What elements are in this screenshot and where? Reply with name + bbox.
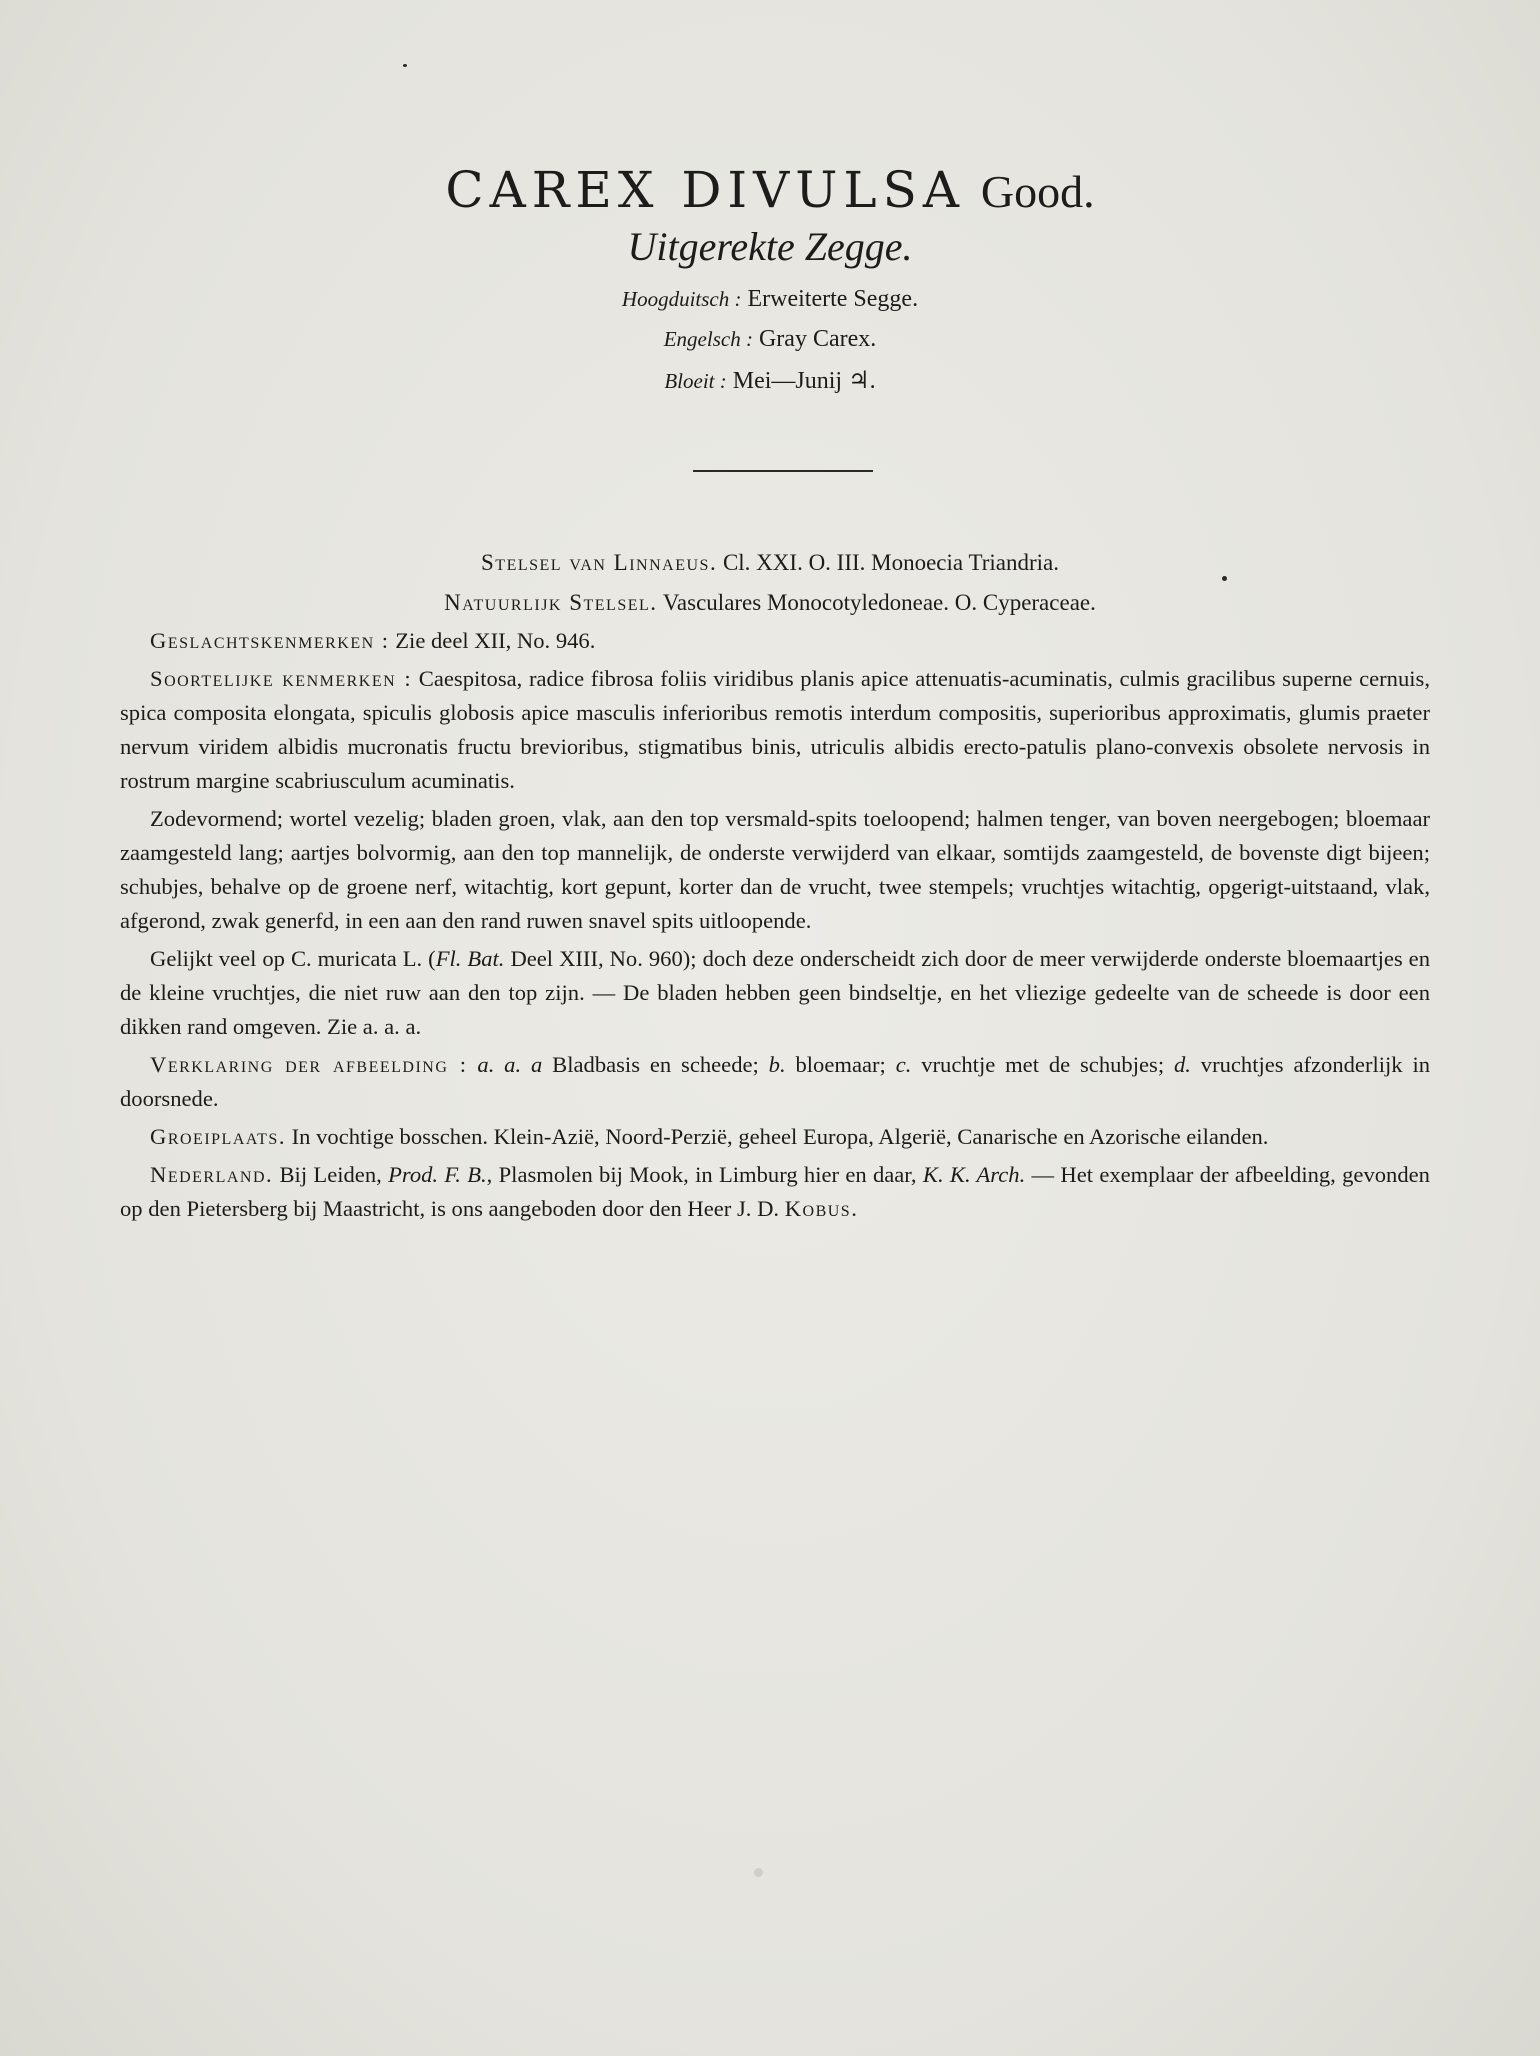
explanation-d: vruchtjes afzonderlijk in doorsnede. [120, 1052, 1431, 1111]
comparison-text-b: Deel XIII, No. 960); doch deze onderscheidt zich door de meer verwijderde onderste bloemaartjes en de kleine vruchtjes, die niet ruw aan den top zijn. — De bladen hebben geen bindseltje, en het vliezige gedeelte van de scheede is door een dikken rand omgeven. Zie a. a. a. [120, 946, 1430, 1039]
genus-characters-label: Geslachtskenmerken : [150, 628, 390, 653]
paper-speck [1222, 576, 1227, 581]
netherlands-reference-2: K. K. Arch. [922, 1162, 1026, 1187]
natural-value: Vasculares Monocotyledoneae. O. Cyperaceae. [662, 590, 1096, 615]
genus-characters-paragraph [120, 624, 1430, 658]
habitat-paragraph [120, 1120, 1430, 1154]
explanation-d-key: d. [1173, 1052, 1191, 1077]
german-name: Erweiterte Segge. [747, 286, 919, 312]
netherlands-text-3: — Het exemplaar der afbeelding, gevonden op den Pietersberg bij Maastricht, is ons aangeboden door den Heer J. D. [120, 1162, 1430, 1221]
netherlands-reference-1: Prod. F. B. [388, 1162, 487, 1187]
dutch-description-paragraph: Zodevormend; wortel vezelig; bladen groen, vlak, aan den top versmald-spits toeloopend; halmen tenger, van boven neergebogen; bloemaar zaamgesteld lang; aartjes bolvormig, aan den top mannelijk, de onderste verwijderd van elkaar, somtijds zaamgesteld, de bovenste digt bijeen; schubjes, behalve op de groene nerf, witachtig, kort gepunt, korter dan de vrucht, twee stempels; vruchtjes witachtig, opgerigt-uitstaand, vlak, afgerond, zwak generfd, in een aan den rand ruwen snavel spits uitloopende. [120, 806, 1430, 933]
divider-rule [693, 470, 873, 472]
habitat-text: In vochtige bosschen. Klein-Azië, Noord-Perzië, geheel Europa, Algerië, Canarische en Azorische eilanden. [291, 1124, 1269, 1149]
species-characters-label: Soortelijke kenmerken : [150, 666, 413, 691]
comparison-text-a: Gelijkt veel op C. muricata L. ( [150, 946, 436, 971]
comparison-reference: Fl. Bat. [435, 946, 505, 971]
collector-name: Kobus. [784, 1196, 859, 1221]
species-characters-paragraph [120, 662, 1430, 798]
species-characters-text: Caespitosa, radice fibrosa foliis viridibus planis apice attenuatis-acuminatis, culmis gracilibus superne cernuis, spica composita elongata, spiculis globosis apice masculis inferioribus remotis interdum compositis, superioribus approximatis, glumis praeter nervum viridem albidis mucronatis fructu brevioribus, stigmatibus binis, utriculis albidis erecto-patulis plano-convexis obsolete nervosis in rostrum margine scabriusculum acuminatis. [120, 666, 1430, 793]
species-title [0, 160, 1540, 222]
genus-characters-text: Zie deel XII, No. 946. [395, 628, 596, 653]
netherlands-label: Nederland. [150, 1162, 274, 1187]
netherlands-paragraph [120, 1158, 1430, 1226]
paper-speck [403, 64, 407, 67]
explanation-b: bloemaar; [795, 1052, 886, 1077]
body-text [120, 624, 1430, 1230]
netherlands-text-1: Bij Leiden, [279, 1162, 382, 1187]
explanation-a: Bladbasis en scheede; [552, 1052, 759, 1077]
linnaeus-label: Stelsel van Linnaeus. [481, 550, 718, 575]
natural-label: Natuurlijk Stelsel. [444, 590, 658, 615]
paper-speck [754, 1868, 763, 1877]
explanation-b-key: b. [768, 1052, 786, 1077]
natural-system-line [0, 588, 1540, 618]
bloom-line [0, 366, 1540, 396]
explanation-paragraph [120, 1048, 1430, 1116]
english-name: Gray Carex. [758, 326, 877, 352]
explanation-c: vruchtje met de schubjes; [921, 1052, 1165, 1077]
german-label: Hoogduitsch : [621, 287, 742, 311]
explanation-c-key: c. [895, 1052, 912, 1077]
english-name-line [0, 324, 1540, 354]
explanation-a-key: a. a. a [477, 1052, 543, 1077]
english-label: Engelsch : [663, 327, 753, 351]
dutch-common-name: Uitgerekte Zegge. [627, 224, 913, 269]
comparison-paragraph [120, 942, 1430, 1044]
bloom-label: Bloeit : [664, 369, 727, 393]
german-name-line [0, 284, 1540, 314]
explanation-label: Verklaring der afbeelding : [150, 1052, 468, 1077]
linnaeus-system-line [0, 548, 1540, 578]
species-authority: Good. [980, 166, 1095, 217]
netherlands-text-2: , Plasmolen bij Mook, in Limburg hier en daar, [486, 1162, 917, 1187]
habitat-label: Groeiplaats. [150, 1124, 286, 1149]
species-name: CAREX DIVULSA [445, 161, 965, 219]
linnaeus-value: Cl. XXI. O. III. Monoecia Triandria. [722, 550, 1059, 575]
bloom-value: Mei—Junij ♃. [732, 368, 876, 394]
